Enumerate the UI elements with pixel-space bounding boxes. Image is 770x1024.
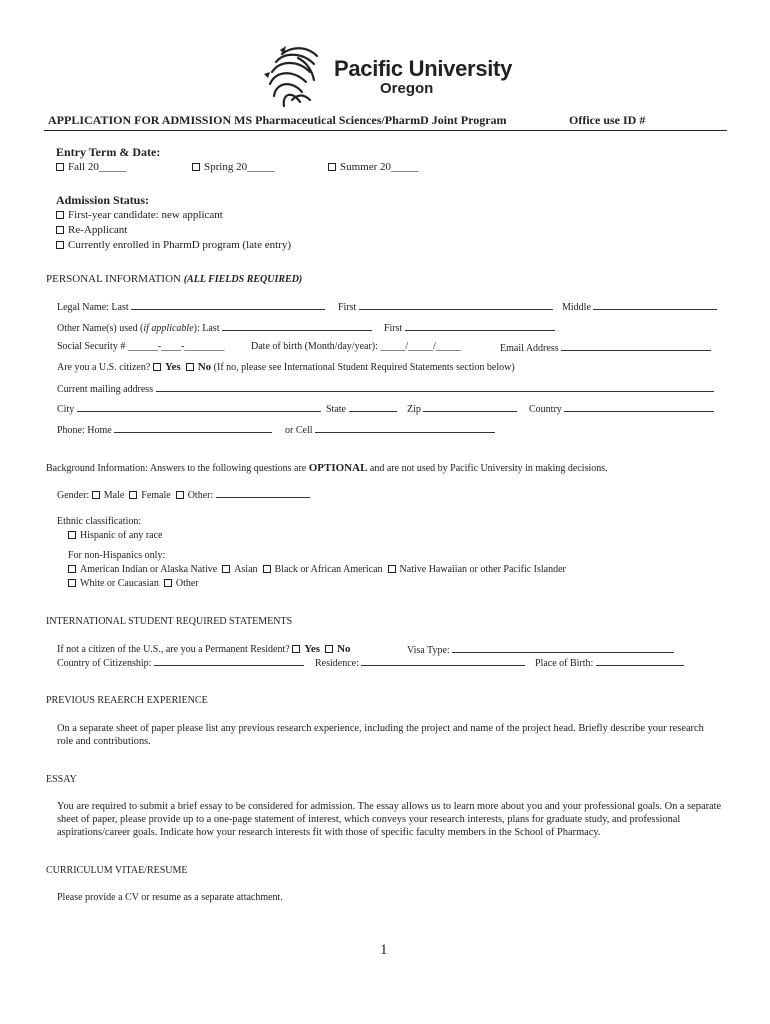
checkbox-icon[interactable]: [186, 363, 194, 371]
state-field[interactable]: State: [326, 402, 397, 415]
checkbox-icon[interactable]: [328, 163, 336, 171]
logo-subword: Oregon: [380, 80, 434, 97]
research-instructions: On a separate sheet of paper please list any previous research experience, including the project and name of the project head. Briefly describe your research role and contributions.: [57, 723, 704, 747]
essay-heading: ESSAY: [46, 774, 77, 785]
race-row-1: [68, 564, 566, 575]
essay-instructions: You are required to submit a brief essay to be considered for admission. The essay allows us to learn more about you and your professional goals. On a separate sheet of paper, please provide up to a one-page statement of interest, which conveys your research interests, plans for graduate study, and professional aspirations/career goals. Indicate how your research interests fit with those of specific faculty members in the School of Pharmacy.: [57, 801, 722, 838]
other-names-field[interactable]: Other Name(s) used (if applicable): Last: [57, 321, 372, 334]
gender-row: Gender: Male Female Other:: [57, 488, 310, 501]
checkbox-icon[interactable]: [192, 163, 200, 171]
race-am-indian-option[interactable]: American Indian or Alaska Native: [68, 564, 217, 575]
admission-first-year-option[interactable]: First-year candidate: new applicant: [56, 209, 223, 221]
city-field[interactable]: City: [57, 402, 321, 415]
personal-info-heading: PERSONAL INFORMATION (ALL FIELDS REQUIRED): [46, 273, 303, 285]
race-other-option[interactable]: Other: [164, 578, 199, 589]
admission-reapplicant-option[interactable]: Re-Applicant: [56, 224, 127, 236]
resident-yes-option[interactable]: Yes: [292, 644, 320, 655]
checkbox-icon[interactable]: [292, 645, 300, 653]
cell-phone-field[interactable]: or Cell: [285, 423, 495, 436]
checkbox-icon[interactable]: [56, 226, 64, 234]
checkbox-icon[interactable]: [56, 241, 64, 249]
mailing-address-field[interactable]: Current mailing address: [57, 382, 714, 395]
birthplace-field[interactable]: Place of Birth:: [535, 656, 684, 669]
race-black-option[interactable]: Black or African American: [263, 564, 383, 575]
permanent-resident-row: If not a citizen of the U.S., are you a Permanent Resident? Yes No: [57, 643, 351, 655]
title-rule: [44, 130, 727, 131]
resident-no-option[interactable]: No: [325, 644, 350, 655]
citizenship-field[interactable]: Country of Citizenship:: [57, 656, 304, 669]
citizen-no-option[interactable]: No: [186, 362, 211, 373]
race-white-option[interactable]: White or Caucasian: [68, 578, 159, 589]
ethnic-label: Ethnic classification:: [57, 516, 142, 527]
legal-name-field[interactable]: Legal Name: Last: [57, 300, 325, 313]
admission-late-entry-option[interactable]: Currently enrolled in PharmD program (late entry): [56, 239, 291, 251]
gender-other-option[interactable]: Other:: [176, 490, 310, 501]
entry-fall-option[interactable]: Fall 20_____: [56, 161, 126, 173]
checkbox-icon[interactable]: [176, 491, 184, 499]
dob-field[interactable]: Date of birth (Month/day/year): _____/_____/_____: [251, 341, 461, 352]
form-title: APPLICATION FOR ADMISSION MS Pharmaceutical Sciences/PharmD Joint Program: [48, 113, 507, 127]
cv-heading: CURRICULUM VITAE/RESUME: [46, 865, 188, 876]
checkbox-icon[interactable]: [129, 491, 137, 499]
visa-type-field[interactable]: Visa Type:: [407, 643, 674, 656]
ssn-field[interactable]: Social Security # ______-____-________: [57, 341, 225, 352]
admission-status-label: Admission Status:: [56, 193, 150, 207]
background-intro: Background Information: Answers to the following questions are OPTIONAL and are not used by Pacific University in making decisions.: [46, 462, 608, 474]
checkbox-icon[interactable]: [388, 565, 396, 573]
checkbox-icon[interactable]: [56, 163, 64, 171]
entry-term-label: Entry Term & Date:: [56, 145, 161, 159]
entry-spring-option[interactable]: Spring 20_____: [192, 161, 275, 173]
other-first-name-field[interactable]: First: [384, 321, 555, 334]
office-use-label: Office use ID #: [569, 113, 646, 127]
gender-female-option[interactable]: Female: [129, 490, 170, 501]
international-heading: INTERNATIONAL STUDENT REQUIRED STATEMENTS: [46, 616, 293, 627]
research-heading: PREVIOUS REAERCH EXPERIENCE: [46, 695, 208, 706]
zip-field[interactable]: Zip: [407, 402, 517, 415]
email-field[interactable]: Email Address: [500, 341, 711, 354]
race-asian-option[interactable]: Asian: [222, 564, 257, 575]
first-name-field[interactable]: First: [338, 300, 553, 313]
logo-wordmark: Pacific University: [334, 56, 513, 81]
checkbox-icon[interactable]: [263, 565, 271, 573]
checkbox-icon[interactable]: [92, 491, 100, 499]
checkbox-icon[interactable]: [68, 531, 76, 539]
hispanic-option[interactable]: Hispanic of any race: [68, 530, 162, 541]
non-hispanic-label: For non-Hispanics only:: [68, 550, 166, 561]
checkbox-icon[interactable]: [153, 363, 161, 371]
citizen-question: Are you a U.S. citizen? Yes No (If no, please see International Student Required Statements section below): [57, 361, 515, 373]
checkbox-icon[interactable]: [68, 565, 76, 573]
checkbox-icon[interactable]: [325, 645, 333, 653]
cv-instructions: Please provide a CV or resume as a separate attachment.: [57, 892, 283, 903]
page-number: 1: [380, 942, 388, 958]
university-logo: [262, 44, 512, 117]
race-row-2: [68, 578, 199, 589]
race-hawaiian-option[interactable]: Native Hawaiian or other Pacific Islander: [388, 564, 566, 575]
citizen-yes-option[interactable]: Yes: [153, 362, 181, 373]
gender-male-option[interactable]: Male: [92, 490, 125, 501]
checkbox-icon[interactable]: [164, 579, 172, 587]
home-phone-field[interactable]: Phone: Home: [57, 423, 272, 436]
middle-name-field[interactable]: Middle: [562, 300, 717, 313]
entry-summer-option[interactable]: Summer 20_____: [328, 161, 419, 173]
residence-field[interactable]: Residence:: [315, 656, 525, 669]
country-field[interactable]: Country: [529, 402, 714, 415]
checkbox-icon[interactable]: [56, 211, 64, 219]
checkbox-icon[interactable]: [68, 579, 76, 587]
checkbox-icon[interactable]: [222, 565, 230, 573]
